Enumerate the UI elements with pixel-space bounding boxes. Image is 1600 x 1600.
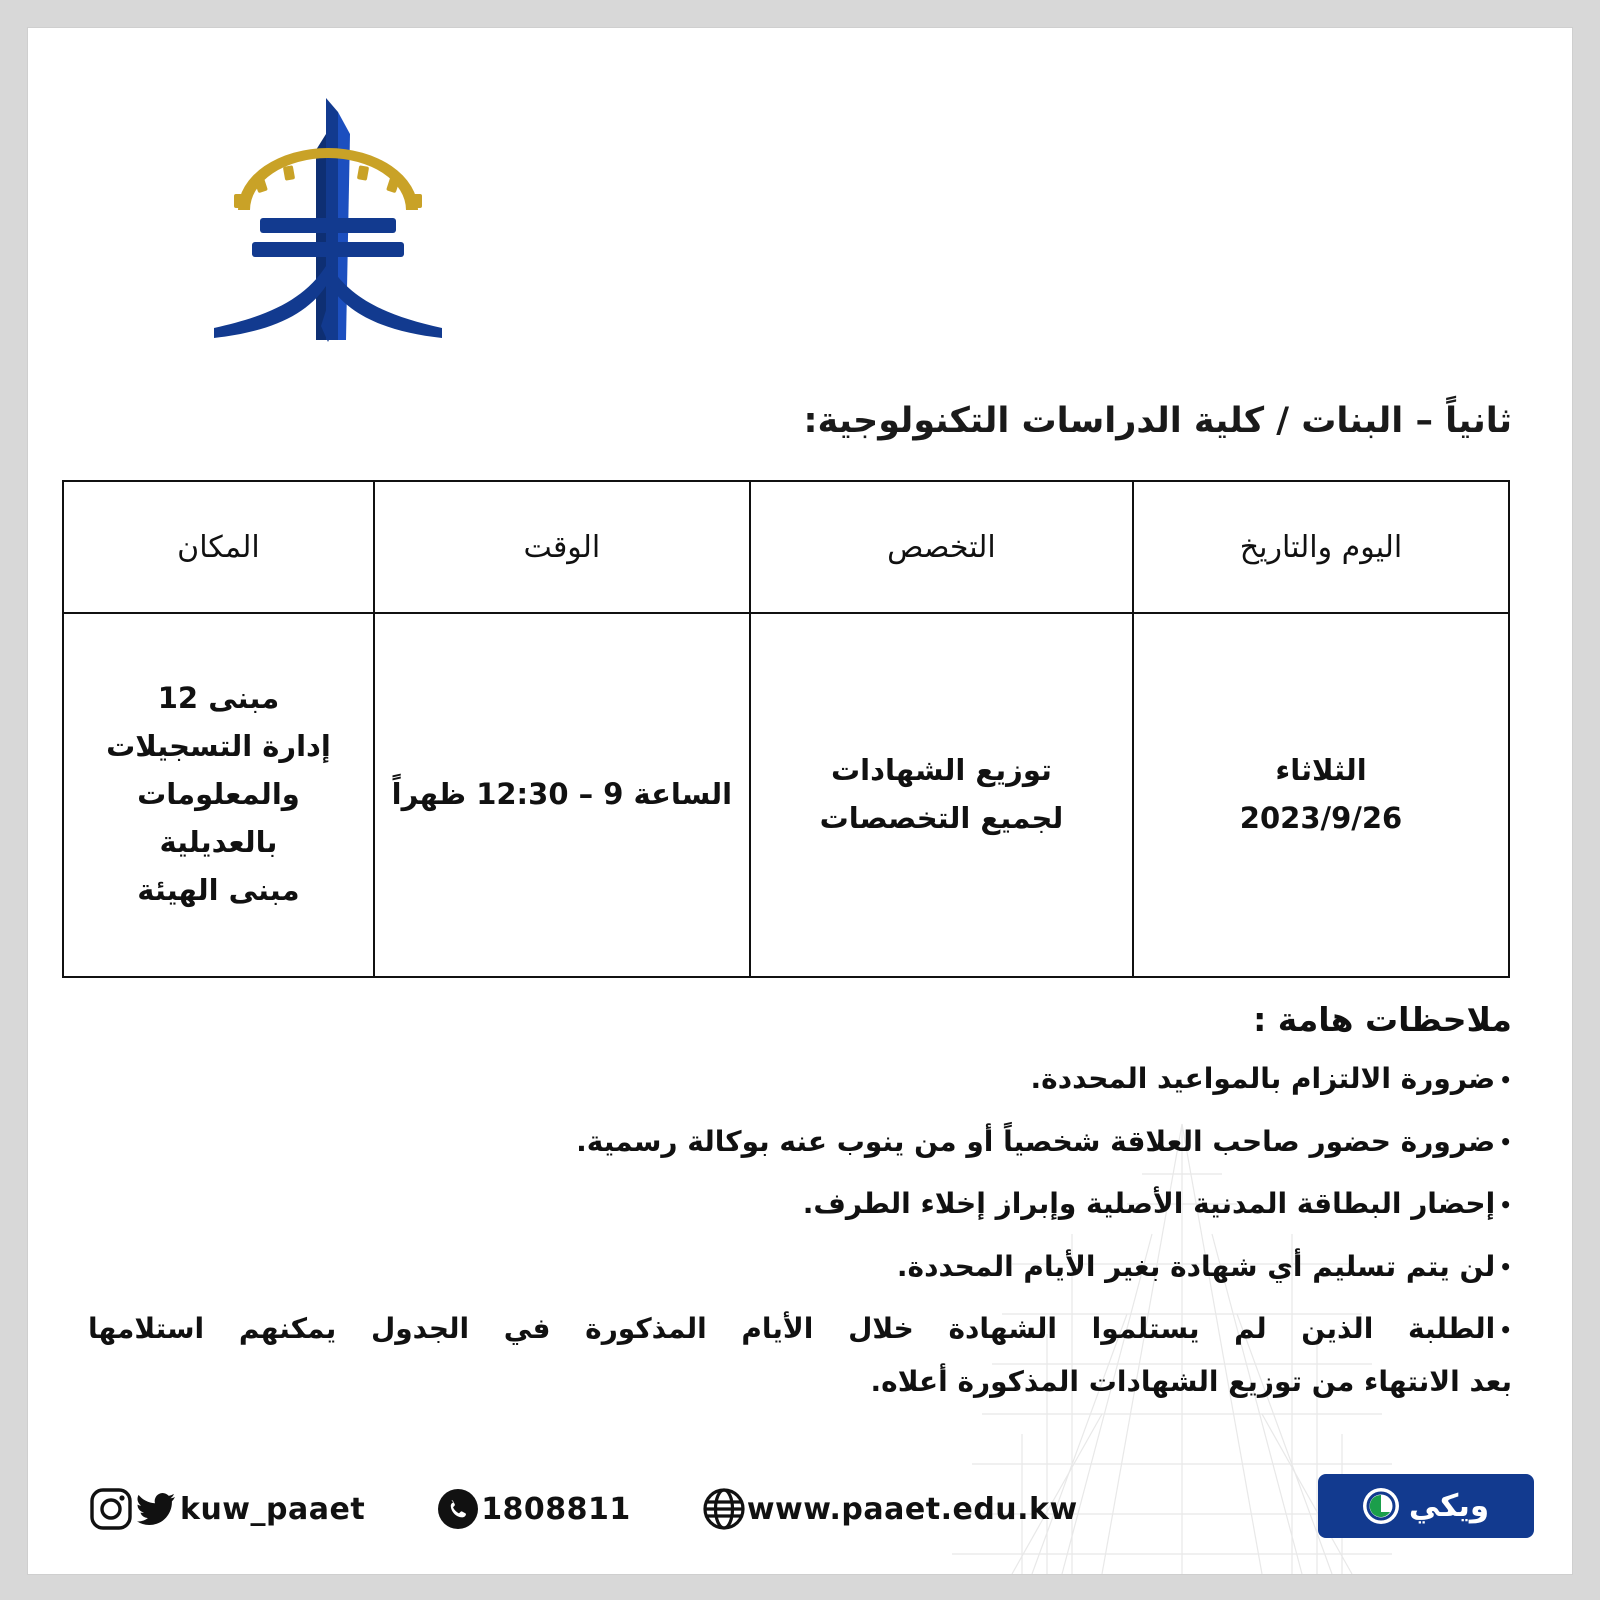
bullet-icon: • (1499, 1317, 1512, 1342)
wiki-badge[interactable] (1318, 1474, 1534, 1538)
note-text: الطلبة الذين لم يستلموا الشهادة خلال الأيام المذكورة في الجدول يمكنهم استلامها (88, 1312, 1496, 1346)
bullet-icon: • (1499, 1130, 1512, 1155)
notes-title: ملاحظات هامة : (1253, 1000, 1512, 1039)
schedule-table-wrap (62, 480, 1510, 978)
instagram-icon[interactable] (88, 1486, 134, 1532)
website-url: www.paaet.edu.kw (746, 1491, 1078, 1527)
table-row (63, 613, 1509, 977)
cell-date-day: الثلاثاء (1275, 753, 1367, 788)
note-item (88, 1247, 1512, 1288)
badge-label: ويكي (1408, 1488, 1490, 1524)
note-item (88, 1309, 1512, 1350)
cell-place-line5: مبنى الهيئة (137, 872, 300, 907)
bullet-icon: • (1499, 1255, 1512, 1280)
note-item (88, 1059, 1512, 1100)
page-title: ثانياً – البنات / كلية الدراسات التكنولوجية: (803, 401, 1512, 442)
cell-time: الساعة 9 – 12:30 ظهراً (374, 613, 750, 977)
poster-page (28, 28, 1572, 1574)
cell-place-line2: إدارة التسجيلات (106, 729, 331, 764)
globe-icon[interactable] (701, 1486, 747, 1532)
column-header-time: الوقت (374, 481, 750, 613)
phone-number: 1808811 (481, 1491, 631, 1527)
cell-specialization (750, 613, 1133, 977)
cell-place-line4: بالعديلية (159, 824, 278, 859)
note-item (88, 1122, 1512, 1163)
cell-place-line3: والمعلومات (137, 777, 300, 812)
cell-date (1133, 613, 1509, 977)
bullet-icon: • (1499, 1067, 1512, 1092)
cell-place-line1: مبنى 12 (157, 681, 280, 716)
column-header-place: المكان (63, 481, 374, 613)
note-text: لن يتم تسليم أي شهادة بغير الأيام المحددة. (896, 1249, 1496, 1283)
bullet-icon: • (1499, 1192, 1512, 1217)
footer-contacts (88, 1486, 1104, 1532)
phone-group[interactable] (435, 1486, 657, 1532)
website-group[interactable] (701, 1486, 1104, 1532)
column-header-date: اليوم والتاريخ (1133, 481, 1509, 613)
social-handle: kuw_paaet (180, 1491, 366, 1527)
cell-place (63, 613, 374, 977)
schedule-table (62, 480, 1510, 978)
table-header-row (63, 481, 1509, 613)
cell-specialization-line1: توزيع الشهادات (831, 753, 1052, 788)
note-text: إحضار البطاقة المدنية الأصلية وإبراز إخلاء الطرف. (802, 1187, 1496, 1221)
badge-mark-icon (1363, 1488, 1399, 1524)
cell-date-value: 2023/9/26 (1239, 801, 1403, 835)
note-item-continued (88, 1362, 1512, 1403)
paaet-logo (198, 90, 458, 350)
twitter-icon[interactable] (134, 1486, 180, 1532)
note-text: بعد الانتهاء من توزيع الشهادات المذكورة أعلاه. (870, 1364, 1512, 1398)
important-notes (88, 1000, 1512, 1425)
column-header-specialization: التخصص (750, 481, 1133, 613)
whatsapp-icon[interactable] (435, 1486, 481, 1532)
note-text: ضرورة حضور صاحب العلاقة شخصياً أو من ينوب عنه بوكالة رسمية. (576, 1124, 1496, 1158)
cell-specialization-line2: لجميع التخصصات (819, 801, 1064, 835)
note-text: ضرورة الالتزام بالمواعيد المحددة. (1030, 1062, 1496, 1095)
note-item (88, 1184, 1512, 1225)
social-group[interactable] (88, 1486, 391, 1532)
